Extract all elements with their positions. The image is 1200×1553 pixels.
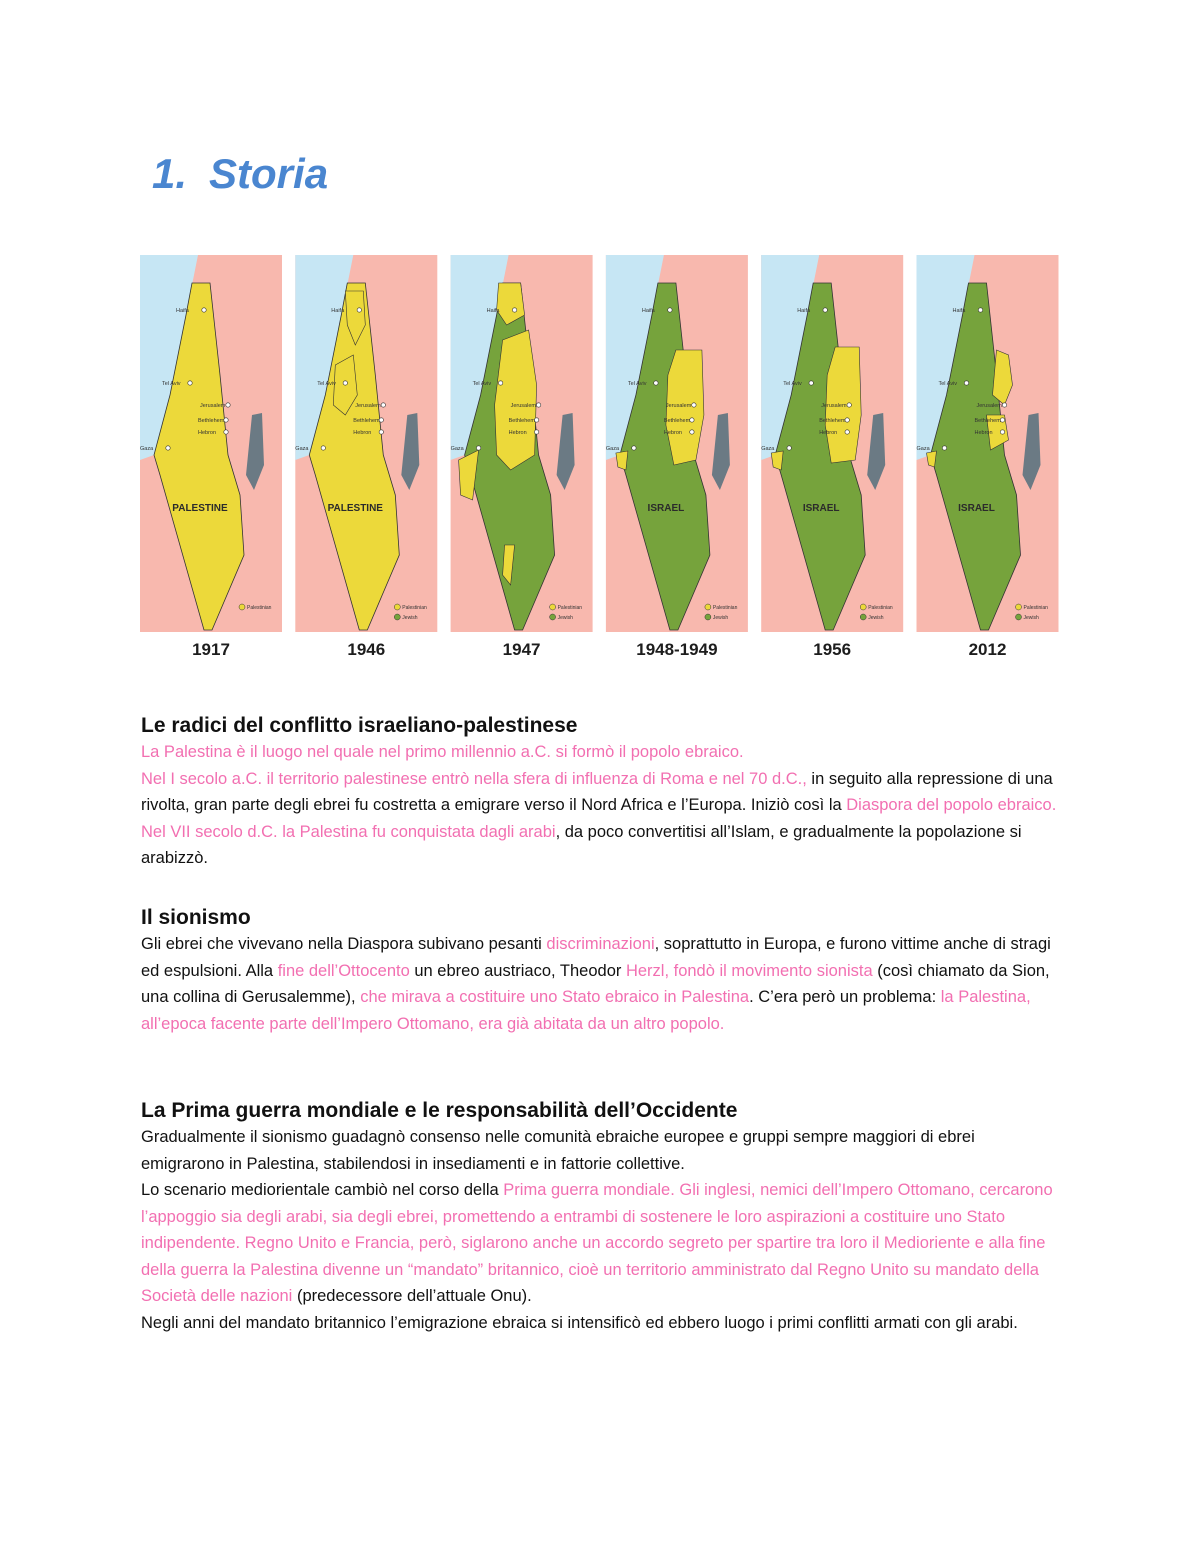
map-year-label: 2012 — [968, 640, 1007, 659]
city-label: Tel Aviv — [783, 381, 802, 387]
body-text: . C’era però un problema: — [749, 988, 941, 1006]
map-panel — [295, 255, 437, 659]
body-text: Negli anni del mandato britannico l’emigrazione ebraica si intensificò ed ebbero luogo i primi conflitti armati con gli arabi. — [141, 1313, 1018, 1332]
city-marker — [534, 418, 538, 422]
body-text: in seguito alla repressione di una rivolta, gran parte degli ebrei fu costretta a emigrare verso il Nord Africa e l’Europa. Iniziò così la — [141, 769, 1053, 814]
city-label: Bethlehem — [819, 418, 846, 424]
highlighted-text: La Palestina è il luogo nel quale nel primo millennio a.C. si formò il popolo ebraico. — [141, 743, 744, 761]
city-label: Haifa — [176, 308, 189, 314]
legend-label: Palestinian — [868, 605, 893, 611]
city-label: Gaza — [450, 446, 464, 452]
legend-swatch — [1016, 614, 1022, 620]
city-label: Gaza — [605, 446, 620, 452]
city-marker — [534, 430, 538, 434]
city-label: Jerusalem — [665, 403, 692, 409]
city-label: Bethlehem — [198, 418, 225, 424]
highlighted-text: discriminazioni — [546, 935, 655, 953]
city-label: Gaza — [140, 446, 154, 452]
city-marker — [823, 308, 827, 312]
city-label: Jerusalem — [510, 403, 536, 409]
highlighted-text: Herzl, fondò il movimento sionista — [625, 961, 873, 980]
city-marker — [692, 403, 696, 407]
highlighted-text: Diaspora del popolo ebraico. Nel VII secolo d.C. la Palestina fu conquistata dagli arabi — [141, 796, 1057, 841]
city-label: Gaza — [295, 446, 309, 452]
map-year-label: 1947 — [502, 640, 541, 659]
city-marker — [845, 418, 849, 422]
city-label: Hebron — [508, 430, 527, 436]
city-marker — [357, 308, 361, 312]
city-marker — [690, 418, 694, 422]
city-marker — [809, 381, 813, 385]
city-marker — [224, 430, 228, 434]
body-text: Gradualmente il sionismo guadagnò consenso nelle comunità ebraiche europee e gruppi sempre maggiori di ebrei emigrarono in Palestina, stabilendosi in insediamenti e in fattorie collettive. — [141, 1128, 975, 1173]
legend-label: Jewish — [557, 615, 573, 621]
legend-label: Palestinian — [247, 605, 272, 611]
legend-label: Palestinian — [1023, 605, 1048, 611]
city-label: Bethlehem — [663, 418, 691, 424]
legend-label: Palestinian — [557, 605, 583, 611]
city-marker — [343, 381, 347, 385]
palestine-maps-figure — [140, 255, 1060, 665]
city-label: Tel Aviv — [317, 381, 336, 387]
map-year-label: 1917 — [192, 640, 230, 659]
city-label: Jerusalem — [355, 403, 381, 409]
country-label: ISRAEL — [802, 503, 840, 514]
heading-text: Storia — [209, 150, 329, 197]
map-panel — [917, 255, 1059, 659]
city-label: Jerusalem — [976, 403, 1002, 409]
heading-number: 1. — [152, 150, 188, 197]
section-paragraph — [141, 1124, 1061, 1177]
city-label: Hebron — [974, 430, 993, 436]
city-marker — [654, 381, 658, 385]
city-marker — [978, 308, 982, 312]
city-label: Hebron — [663, 430, 682, 436]
section-title: Il sionismo — [141, 906, 251, 929]
map-panel — [761, 255, 903, 659]
legend-label: Palestinian — [712, 605, 738, 611]
city-marker — [224, 418, 228, 422]
city-marker — [512, 308, 516, 312]
city-marker — [476, 446, 480, 450]
legend-label: Palestinian — [402, 605, 427, 611]
country-label: PALESTINE — [327, 503, 383, 514]
city-label: Jerusalem — [821, 403, 847, 409]
city-label: Tel Aviv — [162, 381, 181, 387]
city-label: Hebron — [198, 430, 217, 436]
city-marker — [942, 446, 946, 450]
highlighted-text: la Palestina, all’epoca facente parte dell’Impero Ottomano, era già abitata da un altro popolo. — [141, 988, 1031, 1033]
city-label: Haifa — [331, 308, 345, 314]
city-label: Jerusalem — [200, 403, 226, 409]
legend-label: Jewish — [712, 615, 729, 621]
city-marker — [226, 403, 230, 407]
body-text: Lo scenario mediorientale cambiò nel corso della — [141, 1181, 504, 1199]
city-marker — [632, 446, 636, 450]
city-marker — [1000, 430, 1004, 434]
section-sionismo — [141, 904, 1061, 1037]
highlighted-text: che mirava a costituire uno Stato ebraico in Palestina — [360, 988, 750, 1006]
city-label: Tel Aviv — [938, 381, 958, 387]
legend-swatch — [239, 604, 245, 610]
section-radici — [141, 712, 1061, 872]
map-year-label: 1946 — [347, 640, 386, 659]
city-marker — [166, 446, 170, 450]
city-label: Haifa — [952, 308, 966, 314]
city-marker — [379, 418, 383, 422]
legend-label: Jewish — [402, 615, 418, 621]
page-title — [152, 150, 328, 198]
palestinian-area — [771, 451, 783, 470]
map-panel — [140, 255, 282, 659]
section-paragraph — [141, 1310, 1061, 1337]
city-label: Bethlehem — [353, 418, 380, 424]
city-marker — [845, 430, 849, 434]
legend-swatch — [860, 614, 866, 620]
body-text: (predecessore dell’attuale Onu). — [292, 1287, 532, 1305]
section-prima-guerra — [141, 1097, 1061, 1336]
country-label: ISRAEL — [647, 503, 685, 514]
section-paragraph — [141, 931, 1061, 1037]
body-text: un ebreo austriaco, Theodor — [409, 961, 626, 980]
body-text: , da poco convertitisi all’Islam, e gradualmente la popolazione si arabizzò. — [141, 822, 1022, 867]
palestinian-area — [616, 451, 628, 470]
legend-swatch — [705, 614, 711, 620]
body-text: (così chiamato da Sion, una collina di Gerusalemme), — [141, 961, 1050, 1006]
legend-swatch — [550, 614, 556, 620]
map-panel — [451, 255, 593, 659]
section-paragraph — [141, 766, 1061, 872]
legend-swatch — [550, 604, 556, 610]
city-marker — [1002, 403, 1006, 407]
city-label: Haifa — [486, 308, 500, 314]
city-marker — [536, 403, 540, 407]
legend-swatch — [860, 604, 866, 610]
country-label: PALESTINE — [172, 503, 228, 514]
city-marker — [690, 430, 694, 434]
body-text: , soprattutto in Europa, e furono vittime anche di stragi ed espulsioni. Alla — [141, 935, 1051, 980]
legend-swatch — [1016, 604, 1022, 610]
legend-label: Jewish — [1023, 615, 1039, 621]
city-marker — [668, 308, 672, 312]
body-text: Gli ebrei che vivevano nella Diaspora subivano pesanti — [141, 935, 547, 953]
map-year-label: 1948-1949 — [636, 640, 718, 659]
map-year-label: 1956 — [813, 640, 852, 659]
city-label: Gaza — [916, 446, 930, 452]
city-label: Hebron — [353, 430, 372, 436]
city-marker — [498, 381, 502, 385]
country-label: ISRAEL — [958, 503, 995, 514]
section-paragraph — [141, 1177, 1061, 1310]
city-marker — [847, 403, 851, 407]
city-label: Gaza — [761, 446, 775, 452]
legend-swatch — [394, 604, 400, 610]
section-paragraph — [141, 739, 1061, 766]
city-marker — [1000, 418, 1004, 422]
highlighted-text: Nel I secolo a.C. il territorio palestinese entrò nella sfera di influenza di Roma e nel 70 d.C., — [141, 769, 807, 788]
map-panel — [606, 255, 748, 659]
legend-label: Jewish — [868, 615, 884, 621]
city-label: Bethlehem — [508, 418, 535, 424]
city-label: Hebron — [819, 430, 838, 436]
city-label: Tel Aviv — [627, 381, 647, 387]
city-marker — [964, 381, 968, 385]
section-title: La Prima guerra mondiale e le responsabilità dell’Occidente — [141, 1099, 738, 1122]
city-marker — [321, 446, 325, 450]
city-label: Haifa — [797, 308, 811, 314]
city-marker — [188, 381, 192, 385]
city-label: Tel Aviv — [472, 381, 492, 387]
highlighted-text: fine dell’Ottocento — [277, 961, 410, 980]
legend-swatch — [705, 604, 711, 610]
city-label: Haifa — [641, 308, 655, 314]
city-marker — [379, 430, 383, 434]
city-marker — [381, 403, 385, 407]
city-marker — [787, 446, 791, 450]
city-marker — [202, 308, 206, 312]
highlighted-text: Prima guerra mondiale. Gli inglesi, nemici dell’Impero Ottomano, cercarono l’appoggio sia degli arabi, sia degli ebrei, promettendo a entrambi di sostenere le loro aspirazioni a costituire uno Stato indipendente. Regno Unito e Francia, però, siglarono anche un accordo segreto per spartire tra loro il Medioriente e alla fine della guerra la Palestina divenne un “mandato” britannico, cioè un territorio amministrato dal Regno Unito su mandato della Società delle nazioni — [141, 1181, 1053, 1305]
section-title: Le radici del conflitto israeliano-palestinese — [141, 714, 578, 737]
city-label: Bethlehem — [974, 418, 1001, 424]
legend-swatch — [394, 614, 400, 620]
